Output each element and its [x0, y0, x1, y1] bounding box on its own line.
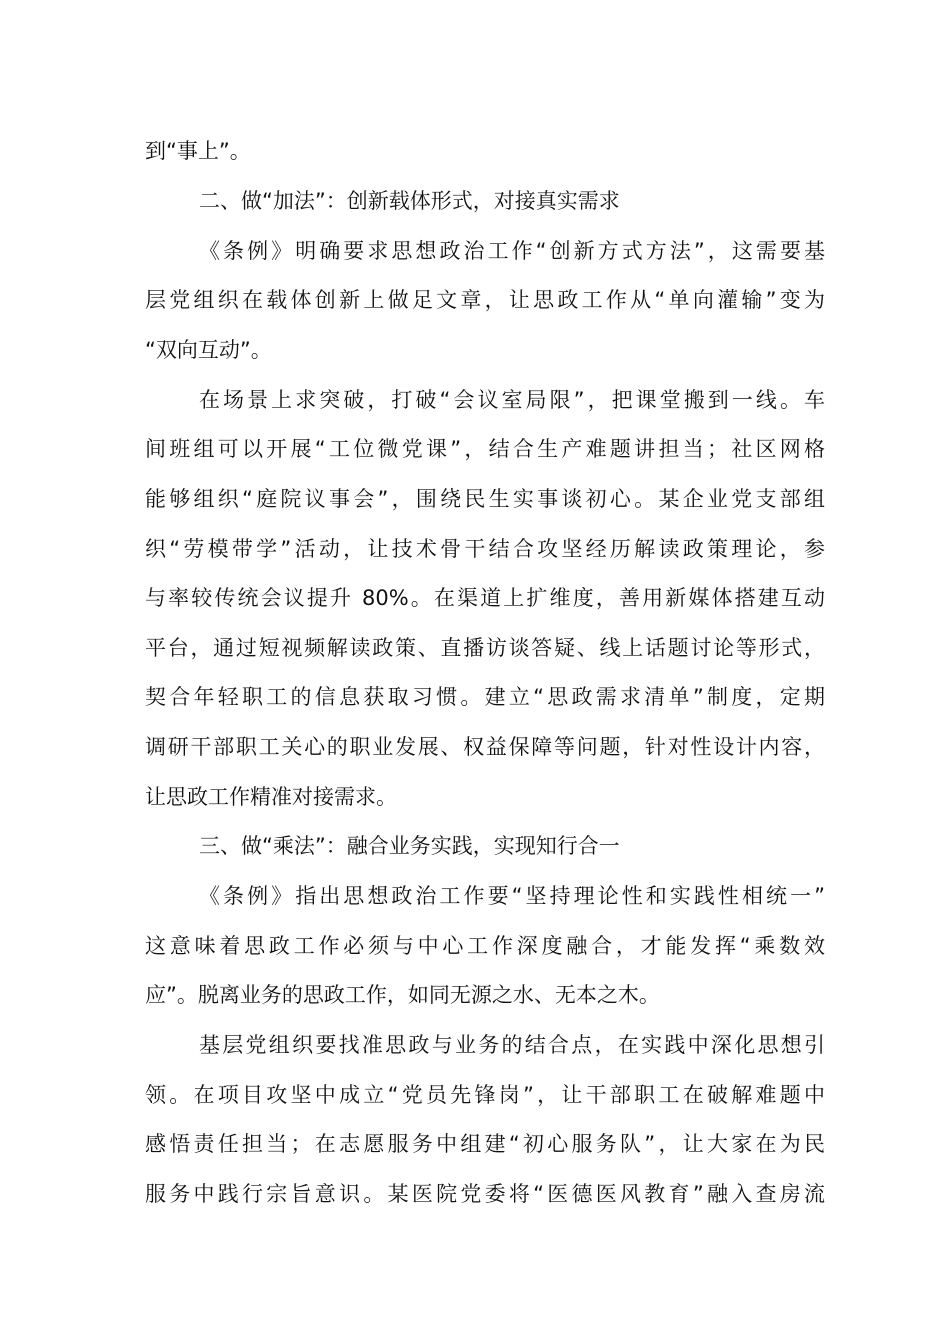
body-line: 平台，通过短视频解读政策、直播访谈答疑、线上话题讨论等形式， [145, 636, 825, 660]
body-line: 感悟责任担当；在志愿服务中组建“初心服务队”，让大家在为民 [145, 1132, 825, 1156]
body-line: 这意味着思政工作必须与中心工作深度融合，才能发挥“乘数效 [145, 934, 825, 958]
body-line: 与率较传统会议提升 80%。在渠道上扩维度，善用新媒体搭建互动 [145, 586, 825, 610]
body-line: 间班组可以开展“工位微党课”，结合生产难题讲担当；社区网格 [145, 437, 825, 461]
body-line: 调研干部职工关心的职业发展、权益保障等问题，针对性设计内容， [145, 735, 825, 759]
body-line: 服务中践行宗旨意识。某医院党委将“医德医风教育”融入查房流 [145, 1182, 825, 1206]
body-line: 《条例》指出思想政治工作要“坚持理论性和实践性相统一” [199, 884, 825, 908]
body-line: 能够组织“庭院议事会”，围绕民生实事谈初心。某企业党支部组 [145, 487, 825, 511]
body-line: “双向互动”。 [145, 338, 272, 362]
body-line: 《条例》明确要求思想政治工作“创新方式方法”，这需要基 [199, 239, 825, 263]
body-line: 让思政工作精准对接需求。 [145, 785, 397, 809]
body-line: 织“劳模带学”活动，让技术骨干结合攻坚经历解读政策理论，参 [145, 537, 825, 561]
body-line: 领。在项目攻坚中成立“党员先锋岗”，让干部职工在破解难题中 [145, 1083, 825, 1107]
body-line: 层党组织在载体创新上做足文章，让思政工作从“单向灌输”变为 [145, 288, 825, 312]
body-line: 应”。脱离业务的思政工作，如同无源之水、无本之木。 [145, 983, 660, 1007]
body-line: 到“事上”。 [145, 139, 251, 163]
body-line: 基层党组织要找准思政与业务的结合点，在实践中深化思想引 [199, 1033, 825, 1057]
body-line: 契合年轻职工的信息获取习惯。建立“思政需求清单”制度，定期 [145, 685, 825, 709]
section-heading: 二、做“加法”：创新载体形式，对接真实需求 [199, 189, 620, 213]
body-line: 在场景上求突破，打破“会议室局限”，把课堂搬到一线。车 [199, 388, 825, 412]
section-heading: 三、做“乘法”：融合业务实践，实现知行合一 [199, 834, 620, 858]
